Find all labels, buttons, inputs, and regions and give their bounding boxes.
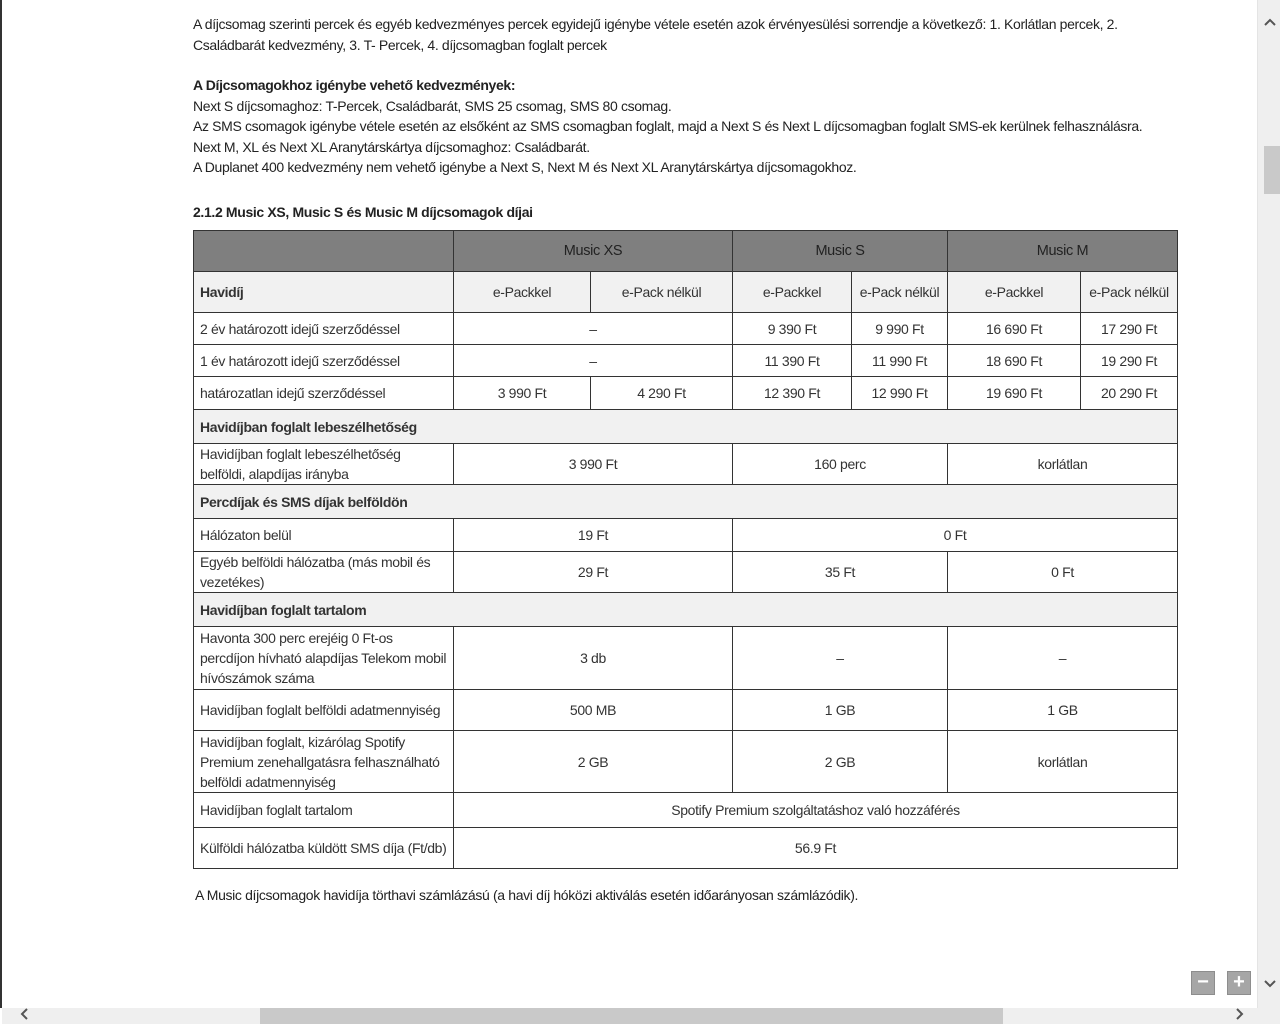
scrollbar-corner bbox=[1257, 1008, 1280, 1024]
section-row bbox=[194, 410, 1178, 444]
section-row bbox=[194, 593, 1178, 627]
table-row bbox=[194, 444, 1178, 485]
monthly-fee-label: Havidíj bbox=[194, 272, 454, 313]
table-row bbox=[194, 313, 1178, 345]
chevron-left-icon bbox=[20, 1008, 28, 1020]
table-row bbox=[194, 627, 1178, 690]
value-cell: 11 990 Ft bbox=[852, 345, 948, 377]
section-title: 2.1.2 Music XS, Music S és Music M díjcsomagok díjai bbox=[193, 203, 533, 220]
row-label: 2 év határozott idejű szerződéssel bbox=[194, 313, 454, 345]
section-content: Havidíjban foglalt tartalom bbox=[194, 593, 1178, 627]
plan-header-music-xs: Music XS bbox=[454, 231, 733, 272]
value-cell: 19 690 Ft bbox=[948, 377, 1081, 410]
row-label: Havidíjban foglalt tartalom bbox=[194, 793, 454, 828]
value-cell: 160 perc bbox=[733, 444, 948, 485]
plus-icon: + bbox=[1233, 971, 1245, 993]
horizontal-scrollbar[interactable] bbox=[2, 1008, 1257, 1024]
value-cell: 19 Ft bbox=[454, 519, 733, 552]
value-cell: 12 990 Ft bbox=[852, 377, 948, 410]
value-cell: Spotify Premium szolgáltatáshoz való hozzáférés bbox=[454, 793, 1178, 828]
subheader-cell: e-Packkel bbox=[733, 272, 852, 313]
subheader-cell: e-Pack nélkül bbox=[591, 272, 733, 313]
value-cell: 9 990 Ft bbox=[852, 313, 948, 345]
plan-header-music-m: Music M bbox=[948, 231, 1178, 272]
row-label: határozatlan idejű szerződéssel bbox=[194, 377, 454, 410]
row-label: Havidíjban foglalt, kizárólag Spotify Premium zenehallgatásra felhasználható belföldi adatmennyiség bbox=[194, 731, 454, 793]
vertical-scrollbar[interactable] bbox=[1257, 0, 1280, 1008]
value-cell: 1 GB bbox=[948, 690, 1178, 731]
value-cell: 17 290 Ft bbox=[1081, 313, 1178, 345]
footnote: A Music díjcsomagok havidíja törthavi számlázású (a havi díj hóközi aktiválás esetén időarányosan számlázódik). bbox=[195, 887, 859, 903]
document-content bbox=[193, 14, 1193, 227]
value-cell: 4 290 Ft bbox=[591, 377, 733, 410]
value-cell: 2 GB bbox=[733, 731, 948, 793]
zoom-out-button[interactable] bbox=[1191, 971, 1215, 995]
discount-line: Next S díjcsomaghoz: T-Percek, Családbarát, SMS 25 csomag, SMS 80 csomag. bbox=[193, 97, 672, 114]
value-cell: 35 Ft bbox=[733, 552, 948, 593]
subheader-row bbox=[194, 272, 1178, 313]
row-label: Hálózaton belül bbox=[194, 519, 454, 552]
value-cell: 56.9 Ft bbox=[454, 828, 1178, 869]
chevron-right-icon bbox=[1236, 1008, 1244, 1020]
subheader-cell: e-Packkel bbox=[454, 272, 591, 313]
subheader-cell: e-Pack nélkül bbox=[1081, 272, 1178, 313]
value-cell: 19 290 Ft bbox=[1081, 345, 1178, 377]
scroll-right-button[interactable] bbox=[1230, 1008, 1250, 1024]
discounts-heading: A Díjcsomagokhoz igénybe vehető kedvezmények: bbox=[193, 77, 516, 93]
table-row bbox=[194, 345, 1178, 377]
value-cell: 12 390 Ft bbox=[733, 377, 852, 410]
zoom-in-button[interactable] bbox=[1227, 971, 1251, 995]
value-cell: korlátlan bbox=[948, 731, 1178, 793]
value-cell: 16 690 Ft bbox=[948, 313, 1081, 345]
value-cell: 11 390 Ft bbox=[733, 345, 852, 377]
row-label: Külföldi hálózatba küldött SMS díja (Ft/db) bbox=[194, 828, 454, 869]
discount-line: A Duplanet 400 kedvezmény nem vehető igénybe a Next S, Next M és Next XL Aranytárskártya díjcsomagokhoz. bbox=[193, 159, 857, 175]
value-cell: 0 Ft bbox=[948, 552, 1178, 593]
value-cell: 29 Ft bbox=[454, 552, 733, 593]
section-rates: Percdíjak és SMS díjak belföldön bbox=[194, 485, 1178, 519]
vertical-scroll-thumb[interactable] bbox=[1264, 146, 1280, 194]
subheader-cell: e-Pack nélkül bbox=[852, 272, 948, 313]
section-row bbox=[194, 485, 1178, 519]
subheader-cell: e-Packkel bbox=[948, 272, 1081, 313]
value-cell: 3 db bbox=[454, 627, 733, 690]
scroll-left-button[interactable] bbox=[14, 1008, 34, 1024]
minus-icon: − bbox=[1197, 971, 1209, 993]
discount-line: Next M, XL és Next XL Aranytárskártya díjcsomaghoz: Családbarát. bbox=[193, 138, 590, 155]
scroll-up-button[interactable] bbox=[1258, 12, 1280, 32]
value-cell: – bbox=[454, 345, 733, 377]
order-paragraph-line-2: Családbarát kedvezmény, 3. T- Percek, 4. díjcsomagban foglalt percek bbox=[193, 36, 607, 53]
value-cell: 18 690 Ft bbox=[948, 345, 1081, 377]
value-cell: 500 MB bbox=[454, 690, 733, 731]
scroll-down-button[interactable] bbox=[1258, 974, 1280, 994]
value-cell: 1 GB bbox=[733, 690, 948, 731]
value-cell: 3 990 Ft bbox=[454, 444, 733, 485]
value-cell: – bbox=[454, 313, 733, 345]
horizontal-scroll-thumb[interactable] bbox=[260, 1008, 1003, 1024]
value-cell: 9 390 Ft bbox=[733, 313, 852, 345]
table-row bbox=[194, 731, 1178, 793]
row-label: Havonta 300 perc erejéig 0 Ft-os percdíjon hívható alapdíjas Telekom mobil hívószámok száma bbox=[194, 627, 454, 690]
row-label: 1 év határozott idejű szerződéssel bbox=[194, 345, 454, 377]
table-row bbox=[194, 793, 1178, 828]
value-cell: – bbox=[948, 627, 1178, 690]
table-row bbox=[194, 519, 1178, 552]
row-label: Havidíjban foglalt lebeszélhetőség belföldi, alapdíjas irányba bbox=[194, 444, 454, 485]
section-included-talk: Havidíjban foglalt lebeszélhetőség bbox=[194, 410, 1178, 444]
order-paragraph-line-1: A díjcsomag szerinti percek és egyéb kedvezményes percek egyidejű igénybe vétele esetén azok érvényesülési sorrendje a következő: 1. Korlátlan percek, 2. bbox=[193, 16, 1118, 32]
value-cell: – bbox=[733, 627, 948, 690]
table-row bbox=[194, 690, 1178, 731]
price-table bbox=[193, 230, 1178, 869]
value-cell: 2 GB bbox=[454, 731, 733, 793]
value-cell: 3 990 Ft bbox=[454, 377, 591, 410]
value-cell: 20 290 Ft bbox=[1081, 377, 1178, 410]
plan-header-row bbox=[194, 231, 1178, 272]
row-label: Havidíjban foglalt belföldi adatmennyiség bbox=[194, 690, 454, 731]
row-label: Egyéb belföldi hálózatba (más mobil és vezetékes) bbox=[194, 552, 454, 593]
value-cell: 0 Ft bbox=[733, 519, 1178, 552]
table-row bbox=[194, 552, 1178, 593]
chevron-up-icon bbox=[1264, 18, 1276, 26]
empty-header-cell bbox=[194, 231, 454, 272]
table-row bbox=[194, 828, 1178, 869]
table-row bbox=[194, 377, 1178, 410]
value-cell: korlátlan bbox=[948, 444, 1178, 485]
chevron-down-icon bbox=[1264, 980, 1276, 988]
plan-header-music-s: Music S bbox=[733, 231, 948, 272]
discount-line: Az SMS csomagok igénybe vétele esetén az elsőként az SMS csomagban foglalt, majd a Next S és Next L díjcsomagban foglalt SMS-ek kerülnek felhasználásra. bbox=[193, 118, 1143, 134]
